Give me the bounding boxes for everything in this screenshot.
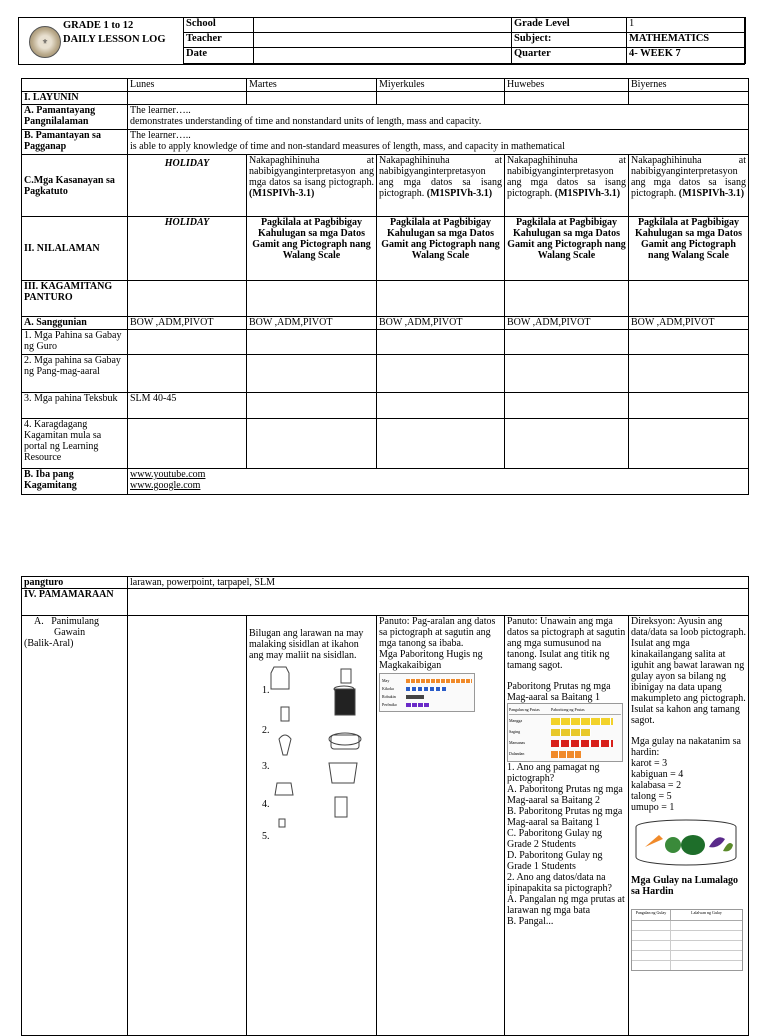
item-number-1: 1. <box>262 685 270 696</box>
q1-option-a: A. Paboritong Prutas ng mga Mag-aaral sa Baitang 2 <box>507 784 623 806</box>
lesson-log-table <box>21 78 749 495</box>
friday-instruction: Direksyon: Ayusin ang data/data sa loob pictograph. Isulat ang mga kinakailangang salita at iguhit ang bawat larawan ng gulay ayon sa bilang ng ibinigay na data upang makumpleto ang pictograph. Isulat sa kahon ang tamang sagot. <box>631 616 746 726</box>
activity-tuesday <box>247 616 377 1036</box>
quarter-value: 4- WEEK 7 <box>627 48 746 64</box>
label-pahina-guro: 1. Mga Pahina sa Gabay ng Guro <box>22 330 128 355</box>
subject-value: MATHEMATICS <box>627 33 746 48</box>
other-resources <box>128 469 749 495</box>
panimulang-line1 <box>24 616 125 627</box>
veg-item-talong: talong = 5 <box>631 791 672 802</box>
shape-row-label: Robukin <box>382 694 396 699</box>
fruit-head-col2: Paboritong ng Prutas <box>551 707 585 712</box>
day-thursday: Huwebes <box>505 79 629 92</box>
ladle-icon <box>279 735 291 755</box>
panimulang-letter: A. <box>34 616 44 627</box>
activity-friday <box>629 616 749 1036</box>
label-pangturo: pangturo <box>22 577 128 589</box>
vegetable-basket-icon <box>631 817 741 869</box>
veg-table-row[interactable] <box>632 941 742 951</box>
shape-row <box>382 677 472 684</box>
bottle-small-icon <box>281 707 289 721</box>
performance-standard <box>128 130 749 155</box>
ref-monday: BOW ,ADM,PIVOT <box>128 317 247 330</box>
ref-thursday: BOW ,ADM,PIVOT <box>505 317 629 330</box>
fruit-row-saging <box>509 727 621 737</box>
vegetable-pictograph-table <box>631 909 743 971</box>
fruit-label: Saging <box>509 729 521 734</box>
fruit-row-mansanas <box>509 738 621 748</box>
link-youtube[interactable]: www.youtube.com <box>130 469 206 480</box>
date-field[interactable] <box>254 48 512 64</box>
thursday-instruction: Panuto: Unawain ang mga datos sa pictograph at sagutin ang mga sumusunod na tanong. Isulat ang titik ng tamang sagot. <box>507 616 626 671</box>
veg-head-col1: Pangalan ng Gulay <box>632 910 671 920</box>
deped-seal-icon: ⚜ <box>29 26 61 58</box>
veg-table-head <box>632 910 742 921</box>
competency-thursday <box>505 155 629 217</box>
fruit-label: Dalandan <box>509 751 525 756</box>
label-pamantayang-pangnilalaman: A. Pamantayang Pangnilalaman <box>22 105 128 130</box>
pitcher-icon <box>271 667 289 689</box>
label-date: Date <box>184 48 254 64</box>
rectangle-marks <box>406 703 430 707</box>
label-sanggunian: A. Sanggunian <box>22 317 128 330</box>
label-pahina-mag-aaral: 2. Mga pahina sa Gabay ng Pang-mag-aaral <box>22 355 128 393</box>
header-info-table <box>183 17 746 64</box>
teacher-field[interactable] <box>254 33 512 48</box>
activity-wednesday <box>377 616 505 1036</box>
tuesday-instruction: Bilugan ang larawan na may malaking sisidlan at ikahon ang may maliit na sisidlan. <box>249 628 364 661</box>
veg-item-umupo: umupo = 1 <box>631 802 675 813</box>
veg-table-row[interactable] <box>632 961 742 970</box>
day-friday: Biyernes <box>629 79 749 92</box>
competency-text: Nakapaghihinuha at nabibigyanginterpretasyon ang mga datos sa isang pictograph. <box>631 155 746 199</box>
item-number-4: 4. <box>262 799 270 810</box>
activity-monday <box>128 616 247 1036</box>
friday-pictograph-title: Mga Gulay na Lumalago sa Hardin <box>631 875 738 897</box>
veg-item-kabiguan: kabiguan = 4 <box>631 769 684 780</box>
section-layunin: I. LAYUNIN <box>22 92 128 105</box>
content-friday: Pagkilala at Pagbibigay Kahulugan sa mga Datos Gamit ang Pictograph nang Walang Scale <box>629 217 749 281</box>
square-marks <box>406 695 424 699</box>
competency-code: (M1SPIVh-3.1) <box>678 188 745 199</box>
label-teacher: Teacher <box>184 33 254 48</box>
competency-wednesday <box>377 155 505 217</box>
veg-item-kalabasa: kalabasa = 2 <box>631 780 682 791</box>
friday-intro: Mga gulay na nakatanim sa hardin: <box>631 736 741 758</box>
performance-standard-l1: The learner….. <box>130 130 191 141</box>
ref-wednesday: BOW ,ADM,PIVOT <box>377 317 505 330</box>
competency-friday <box>629 155 749 217</box>
label-pahina-teksbuk: 3. Mga pahina Teksbuk <box>22 393 128 419</box>
grade-level-value: 1 <box>627 18 746 33</box>
item-number-3: 3. <box>262 761 270 772</box>
circle-marks <box>406 679 472 683</box>
slm-pages: SLM 40-45 <box>128 393 247 419</box>
content-standard-l1: The learner….. <box>130 105 191 116</box>
fruit-label: Mangga <box>509 718 523 723</box>
shapes-pictograph <box>379 673 475 712</box>
q1-option-d: D. Paboritong Gulay ng Grade 1 Students <box>507 850 603 872</box>
fruit-head-col1: Pangalan ng Prutas <box>509 707 540 712</box>
content-thursday: Pagkilala at Pagbibigay Kahulugan sa mga Datos Gamit ang Pictograph nang Walang Scale <box>505 217 629 281</box>
dipper-icon <box>275 783 293 795</box>
fruits-pictograph <box>507 703 623 762</box>
bucket-icon <box>329 763 357 783</box>
competency-code: (M1SPIVh-3.1) <box>554 188 621 199</box>
question-1: 1. Ano ang pamagat ng pictograph? <box>507 762 600 784</box>
q1-option-b: B. Paboritong Prutas ng mga Mag-aaral sa Baitang 1 <box>507 806 623 828</box>
veg-table-row[interactable] <box>632 931 742 941</box>
mango-icon <box>551 718 613 725</box>
competency-code: (M1SPIVh-3.1) <box>249 188 315 199</box>
shape-row <box>382 693 472 700</box>
performance-standard-l2: is able to apply knowledge of time and non-standard measures of length, mass, and capacity in mathematical <box>130 141 565 152</box>
header-grade-range: GRADE 1 to 12 <box>63 20 134 31</box>
shape-row-label: Kikoka <box>382 686 394 691</box>
header-dll-title: DAILY LESSON LOG <box>63 34 166 45</box>
panimulang-line2: Gawain <box>54 627 86 638</box>
triangle-marks <box>406 687 446 691</box>
competency-text: Nakapaghihinuha at nabibigyanginterpretasyon ang mga datos sa isang pictograph. <box>507 155 626 199</box>
label-subject: Subject: <box>512 33 627 48</box>
cup-icon <box>341 669 351 683</box>
fruit-head <box>509 706 621 715</box>
wednesday-instruction: Panuto: Pag-aralan ang datos sa pictograph at sagutin ang mga tanong sa ibaba. <box>379 616 496 649</box>
day-wednesday: Miyerkules <box>377 79 505 92</box>
thursday-pictograph-title: Paboritong Prutas ng mga Mag-aaral sa Baitang 1 <box>507 681 611 703</box>
school-field[interactable] <box>254 18 512 33</box>
banana-icon <box>551 729 591 736</box>
item-number-2: 2. <box>262 725 270 736</box>
link-google[interactable]: www.google.com <box>130 480 201 491</box>
label-kasanayan: C.Mga Kasanayan sa Pagkatuto <box>22 155 128 217</box>
competency-text: Nakapaghihinuha at nabibigyanginterpretasyon ang mga datos sa isang pictograph. <box>249 155 374 188</box>
veg-head-col2: Lalalwan ng Gulay <box>691 910 722 915</box>
fruit-label: Mansanas <box>509 740 525 745</box>
balik-aral: (Balik-Aral) <box>24 638 74 649</box>
q2-option-b: B. Pangal... <box>507 916 554 927</box>
label-karagdagang: 4. Karagdagang Kagamitan mula sa portal ng Learning Resource <box>22 419 128 469</box>
pangturo-materials: larawan, powerpoint, tarpapel, SLM <box>128 577 749 589</box>
veg-table-row[interactable] <box>632 921 742 931</box>
lesson-log-table-page2 <box>21 576 749 1036</box>
container-pictures <box>249 661 374 851</box>
panimulang-word: Panimulang <box>51 616 100 627</box>
label-panimulang-gawain <box>22 616 128 1036</box>
shape-row <box>382 685 472 692</box>
content-tuesday: Pagkilala at Pagbibigay Kahulugan sa mga Datos Gamit ang Pictograph nang Walang Scale <box>247 217 377 281</box>
label-school: School <box>184 18 254 33</box>
content-standard-l2: demonstrates understanding of time and nonstandard units of length, mass and capacity. <box>130 116 482 127</box>
drum-icon <box>335 689 355 715</box>
label-pamantayan-sa-pagganap: B. Pamantayan sa Pagganap <box>22 130 128 155</box>
apple-icon <box>551 740 613 747</box>
label-nilalaman: II. NILALAMAN <box>22 217 128 281</box>
q1-option-c: C. Paboritong Gulay ng Grade 2 Students <box>507 828 602 850</box>
competency-code: (M1SPIVh-3.1) <box>426 188 493 199</box>
day-tuesday: Martes <box>247 79 377 92</box>
activity-thursday <box>505 616 629 1036</box>
q2-option-a: A. Pangalan ng mga prutas at larawan ng mga bata <box>507 894 625 916</box>
item-number-5: 5. <box>262 831 270 842</box>
vial-icon <box>279 819 285 827</box>
veg-table-row[interactable] <box>632 951 742 961</box>
ref-friday: BOW ,ADM,PIVOT <box>629 317 749 330</box>
shape-row-label: May <box>382 678 390 683</box>
content-wednesday: Pagkilala at Pagbibigay Kahulugan sa mga Datos Gamit ang Pictograph nang Walang Scale <box>377 217 505 281</box>
fruit-row-mangga <box>509 716 621 726</box>
label-kagamitang-panturo: III. KAGAMITANG PANTURO <box>22 281 128 317</box>
shape-row-label: Perfmiko <box>382 702 397 707</box>
ref-tuesday: BOW ,ADM,PIVOT <box>247 317 377 330</box>
shape-row <box>382 701 472 708</box>
wednesday-pictograph-title: Mga Paboritong Hugis ng Magkakaibigan <box>379 649 483 671</box>
day-monday: Lunes <box>128 79 247 92</box>
question-2: 2. Ano ang datos/data na ipinapakita sa pictograph? <box>507 872 612 894</box>
holiday-monday: HOLIDAY <box>128 155 247 217</box>
jug-icon <box>335 797 347 817</box>
days-row <box>22 79 749 92</box>
section-pamamaraan: IV. PAMAMARAAN <box>22 589 128 616</box>
label-iba-pang-kagamitan: B. Iba pang Kagamitang <box>22 469 128 495</box>
content-standard <box>128 105 749 130</box>
holiday-monday-2: HOLIDAY <box>128 217 247 281</box>
label-grade-level: Grade Level <box>512 18 627 33</box>
label-quarter: Quarter <box>512 48 627 64</box>
competency-tuesday <box>247 155 377 217</box>
competency-text: Nakapaghihinuha at nabibigyanginterpretasyon ang mga datos sa isang pictograph. <box>379 155 502 199</box>
orange-icon <box>551 751 581 758</box>
veg-item-karot: karot = 3 <box>631 758 668 769</box>
fruit-row-dalandan <box>509 749 621 759</box>
